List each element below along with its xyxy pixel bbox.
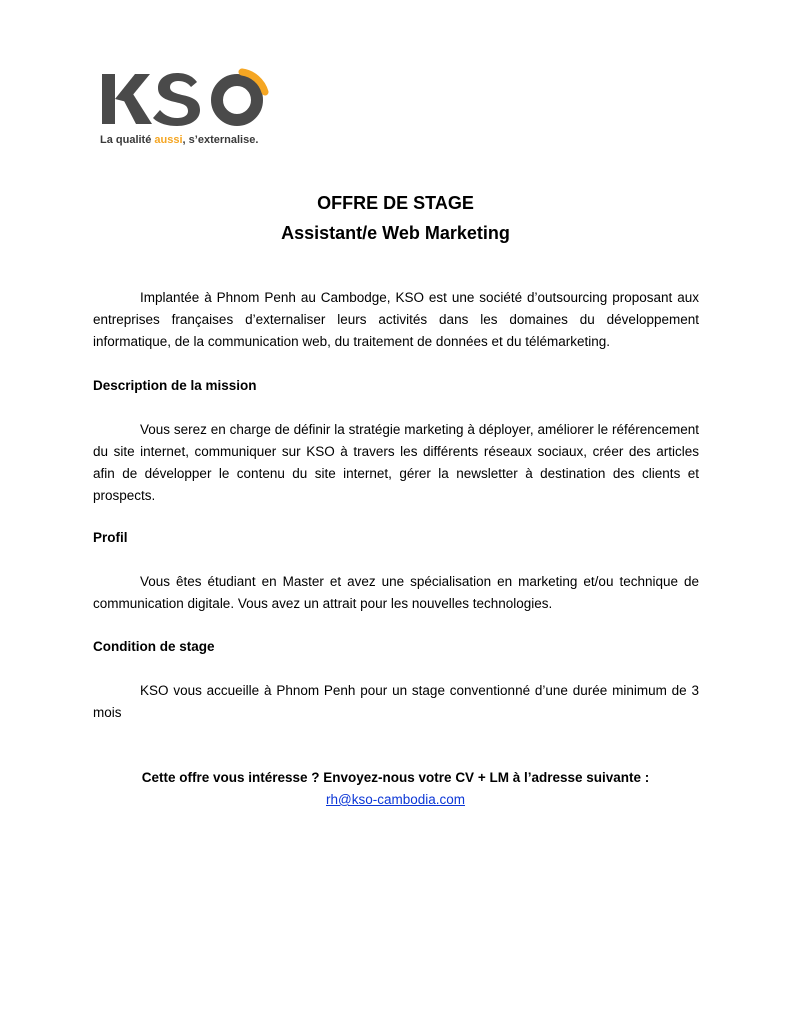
condition-text: KSO vous accueille à Phnom Penh pour un stage conventionné d’une durée minimum de 3 mois (93, 683, 699, 720)
condition-heading: Condition de stage (93, 639, 215, 654)
intro-text: Implantée à Phnom Penh au Cambodge, KSO est une société d’outsourcing proposant aux entreprises françaises d’externaliser leurs activités dans les domaines du développement informatique, de la communication web, du traitement de données et du télémarketing. (93, 290, 699, 349)
email-link[interactable]: rh@kso-cambodia.com (325, 792, 465, 807)
profil-text: Vous êtes étudiant en Master et avez une spécialisation en marketing et/ou technique de communication digitale. Vous avez un attrait pour les nouvelles technologies. (93, 574, 699, 611)
condition-paragraph (93, 680, 699, 724)
offer-title-line1: OFFRE DE STAGE (317, 193, 474, 213)
mission-paragraph (93, 419, 699, 507)
logo-tagline-part2: , s’externalise. (182, 134, 259, 146)
logo-tagline-part1: La qualité (100, 134, 155, 146)
profil-paragraph (93, 571, 699, 615)
cta-block (0, 767, 791, 811)
kso-logo (100, 62, 280, 152)
profil-heading: Profil (93, 530, 128, 545)
mission-text: Vous serez en charge de définir la stratégie marketing à déployer, améliorer le référencement du site internet, communiquer sur KSO à travers les différents réseaux sociaux, créer des articles afin de développer le contenu du site internet, gérer la newsletter à destination des clients et prospects. (93, 422, 699, 503)
offer-title-line2: Assistant/e Web Marketing (281, 223, 510, 243)
offer-title (0, 188, 791, 248)
logo-tagline (100, 134, 258, 146)
intro-paragraph (93, 287, 699, 353)
logo-tagline-highlight: aussi (154, 134, 183, 146)
cta-text: Cette offre vous intéresse ? Envoyez-nous votre CV + LM à l’adresse suivante : (141, 770, 650, 785)
mission-heading: Description de la mission (93, 378, 257, 393)
